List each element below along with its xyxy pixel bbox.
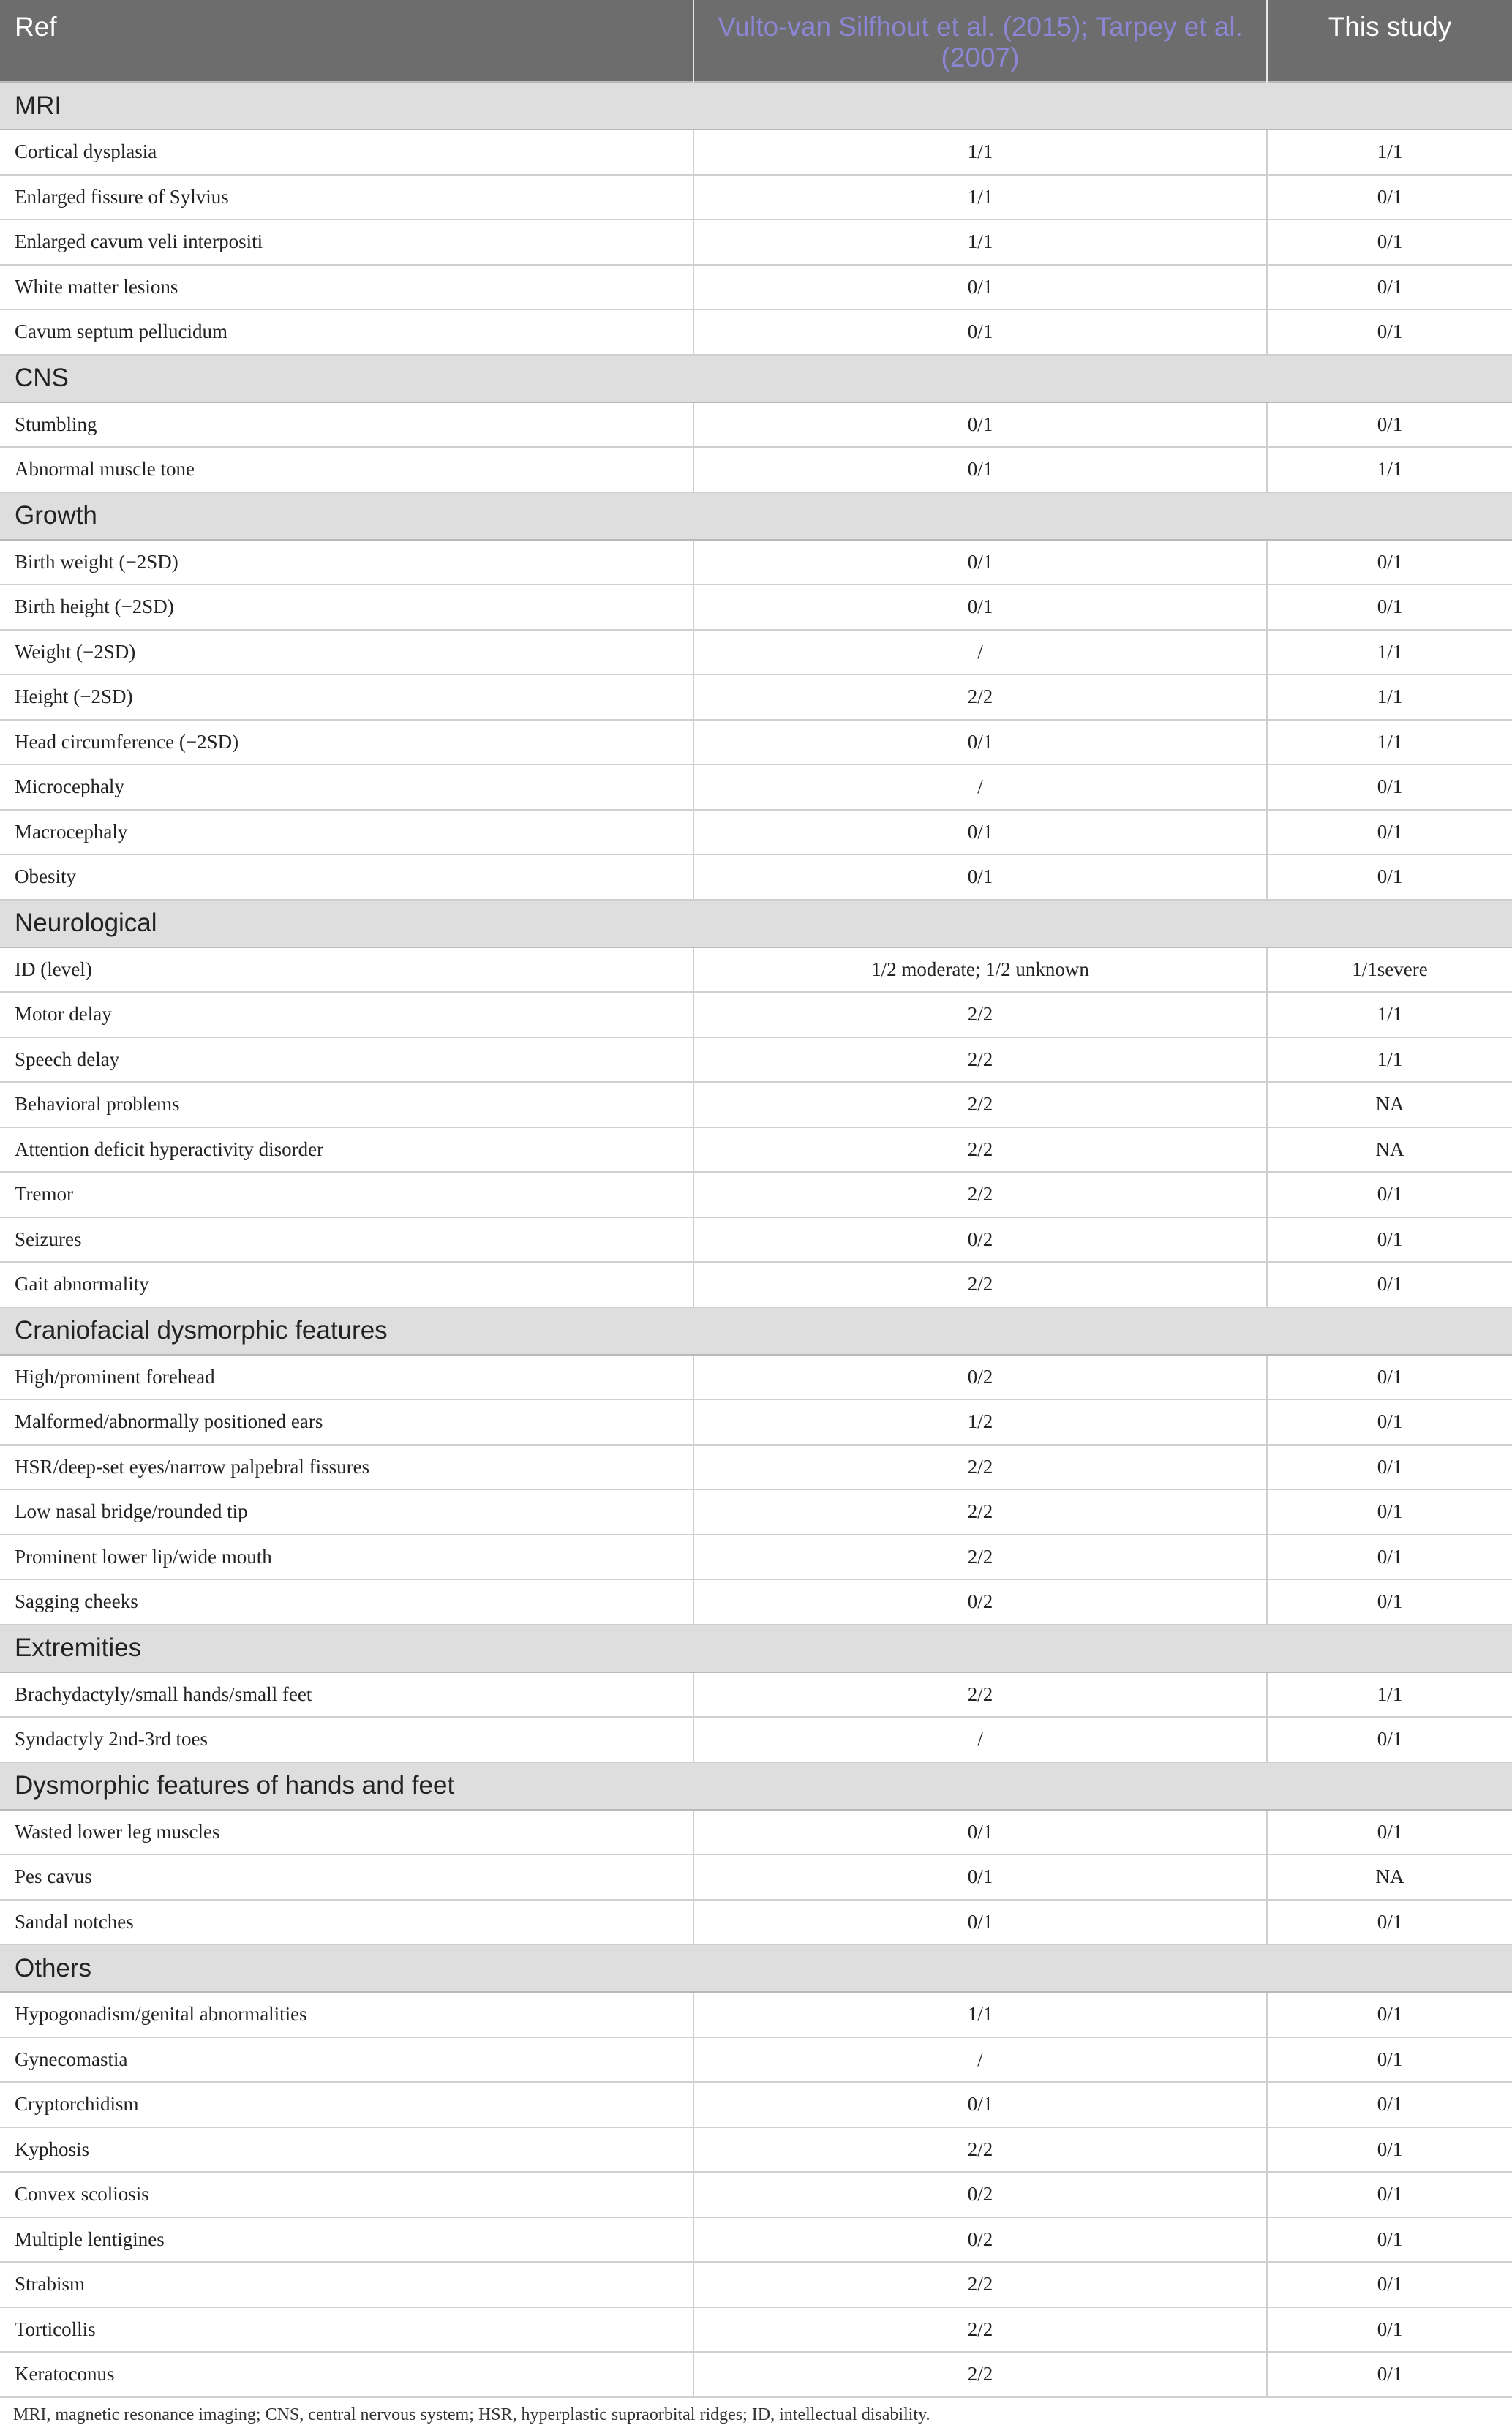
section-title: Extremities [0,1625,1512,1672]
feature-label: Kyphosis [0,2127,693,2173]
table-row [0,1535,1512,1580]
table-body [0,82,1512,2397]
section-title: MRI [0,82,1512,129]
table-row [0,764,1512,810]
section-title: Dysmorphic features of hands and feet [0,1762,1512,1810]
reference-value: 0/1 [693,265,1267,310]
table-row [0,1037,1512,1083]
table-row [0,674,1512,720]
table-row [0,219,1512,265]
this-study-value: 0/1 [1267,764,1512,810]
reference-value: 2/2 [693,1172,1267,1217]
feature-label: Attention deficit hyperactivity disorder [0,1127,693,1173]
reference-value: 0/1 [693,720,1267,765]
feature-label: Enlarged fissure of Sylvius [0,175,693,220]
reference-value: 0/1 [693,309,1267,355]
table-row [0,992,1512,1037]
reference-value: 2/2 [693,2262,1267,2307]
table-row [0,540,1512,585]
table-row [0,2307,1512,2353]
this-study-value: 1/1severe [1267,947,1512,993]
feature-label: Cortical dysplasia [0,129,693,175]
this-study-value: 0/1 [1267,2262,1512,2307]
table-row [0,1579,1512,1625]
table-row [0,1262,1512,1307]
this-study-value: 1/1 [1267,674,1512,720]
feature-label: Gynecomastia [0,2037,693,2083]
table-header [0,0,1512,82]
feature-label: Prominent lower lip/wide mouth [0,1535,693,1580]
section-title: CNS [0,355,1512,402]
this-study-value: 0/1 [1267,584,1512,630]
feature-label: Tremor [0,1172,693,1217]
this-study-value: 1/1 [1267,630,1512,675]
table-row [0,2217,1512,2263]
reference-value: 2/2 [693,992,1267,1037]
section-row-neurological [0,900,1512,947]
reference-value: 0/1 [693,402,1267,448]
this-study-value: 1/1 [1267,447,1512,492]
reference-value: 0/1 [693,584,1267,630]
table-row [0,1445,1512,1490]
feature-label: Seizures [0,1217,693,1263]
feature-label: Enlarged cavum veli interpositi [0,219,693,265]
this-study-value: 0/1 [1267,2352,1512,2397]
feature-label: Head circumference (−2SD) [0,720,693,765]
reference-value: / [693,1717,1267,1762]
table-row [0,1810,1512,1855]
feature-label: Stumbling [0,402,693,448]
table-row [0,129,1512,175]
feature-label: Speech delay [0,1037,693,1083]
feature-label: Cavum septum pellucidum [0,309,693,355]
reference-value: 2/2 [693,2307,1267,2353]
feature-label: Motor delay [0,992,693,1037]
reference-value: 0/1 [693,1900,1267,1945]
feature-label: Hypogonadism/genital abnormalities [0,1992,693,2037]
feature-label: Behavioral problems [0,1082,693,1127]
feature-label: Birth height (−2SD) [0,584,693,630]
reference-value: 0/2 [693,2217,1267,2263]
reference-value: 2/2 [693,674,1267,720]
table-row [0,1489,1512,1535]
reference-value: 2/2 [693,1127,1267,1173]
this-study-value: 0/1 [1267,219,1512,265]
this-study-value: 1/1 [1267,1672,1512,1718]
table-row [0,1900,1512,1945]
feature-label: Cryptorchidism [0,2082,693,2127]
table-row [0,2262,1512,2307]
table-row [0,1355,1512,1400]
reference-value: 2/2 [693,2127,1267,2173]
this-study-value: 0/1 [1267,540,1512,585]
feature-label: Malformed/abnormally positioned ears [0,1399,693,1445]
this-study-value: 0/1 [1267,1399,1512,1445]
this-study-value: 0/1 [1267,1355,1512,1400]
this-study-value: 1/1 [1267,129,1512,175]
reference-value: 2/2 [693,1445,1267,1490]
reference-value: 0/1 [693,447,1267,492]
this-study-value: 0/1 [1267,1535,1512,1580]
reference-value: 2/2 [693,1037,1267,1083]
table-row [0,854,1512,900]
section-title: Others [0,1944,1512,1992]
reference-value: 1/1 [693,1992,1267,2037]
this-study-value: 0/1 [1267,402,1512,448]
feature-label: Multiple lentigines [0,2217,693,2263]
table-row [0,265,1512,310]
table-row [0,1172,1512,1217]
reference-value: 0/1 [693,854,1267,900]
reference-value: 0/2 [693,1355,1267,1400]
this-study-value: 1/1 [1267,992,1512,1037]
this-study-value: 0/1 [1267,1445,1512,1490]
table-row [0,1082,1512,1127]
this-study-value: 0/1 [1267,2082,1512,2127]
reference-value: 2/2 [693,1672,1267,1718]
this-study-value: 0/1 [1267,265,1512,310]
reference-value: / [693,2037,1267,2083]
feature-label: Sandal notches [0,1900,693,1945]
table-row [0,447,1512,492]
feature-label: Height (−2SD) [0,674,693,720]
table-row [0,402,1512,448]
table-row [0,630,1512,675]
this-study-value: 0/1 [1267,1217,1512,1263]
table-row [0,2127,1512,2173]
table-row [0,2352,1512,2397]
reference-value: 2/2 [693,1082,1267,1127]
section-row-growth [0,492,1512,540]
header-ref: Ref [0,0,693,82]
feature-label: Gait abnormality [0,1262,693,1307]
section-row-cns [0,355,1512,402]
table-row [0,2172,1512,2217]
reference-value: 1/1 [693,175,1267,220]
reference-value: 0/1 [693,810,1267,855]
reference-value: 0/1 [693,1810,1267,1855]
feature-label: Weight (−2SD) [0,630,693,675]
table-row [0,720,1512,765]
table-row [0,2037,1512,2083]
section-title: Craniofacial dysmorphic features [0,1307,1512,1355]
feature-label: Brachydactyly/small hands/small feet [0,1672,693,1718]
table-row [0,1717,1512,1762]
feature-label: Wasted lower leg muscles [0,1810,693,1855]
table-row [0,810,1512,855]
table-row [0,1672,1512,1718]
this-study-value: 0/1 [1267,854,1512,900]
reference-value: 2/2 [693,1535,1267,1580]
feature-label: Obesity [0,854,693,900]
this-study-value: 0/1 [1267,1900,1512,1945]
reference-value: 2/2 [693,1262,1267,1307]
section-row-dysmorphic-features-of-hands-and-feet [0,1762,1512,1810]
table-row [0,947,1512,993]
this-study-value: 0/1 [1267,309,1512,355]
feature-label: Keratoconus [0,2352,693,2397]
reference-value: 0/1 [693,1854,1267,1900]
this-study-value: 0/1 [1267,2172,1512,2217]
section-row-others [0,1944,1512,1992]
this-study-value: 0/1 [1267,2217,1512,2263]
this-study-value: 0/1 [1267,1810,1512,1855]
this-study-value: NA [1267,1854,1512,1900]
this-study-value: NA [1267,1082,1512,1127]
feature-label: Strabism [0,2262,693,2307]
reference-value: 1/1 [693,219,1267,265]
table-footnote: MRI, magnetic resonance imaging; CNS, central nervous system; HSR, hyperplastic supraorbital ridges; ID, intellectual disability. [13,2405,930,2424]
this-study-value: 0/1 [1267,810,1512,855]
section-row-craniofacial-dysmorphic-features [0,1307,1512,1355]
feature-label: Syndactyly 2nd-3rd toes [0,1717,693,1762]
this-study-value: 0/1 [1267,1579,1512,1625]
table-row [0,1854,1512,1900]
reference-value: / [693,630,1267,675]
reference-value: 0/1 [693,2082,1267,2127]
table-row [0,175,1512,220]
feature-label: HSR/deep-set eyes/narrow palpebral fissures [0,1445,693,1490]
this-study-value: 0/1 [1267,1172,1512,1217]
header-citation[interactable] [693,0,1267,82]
reference-value: 2/2 [693,2352,1267,2397]
feature-label: Birth weight (−2SD) [0,540,693,585]
reference-value: 0/1 [693,540,1267,585]
table-row [0,1399,1512,1445]
this-study-value: NA [1267,1127,1512,1173]
feature-label: Torticollis [0,2307,693,2353]
reference-value: 0/2 [693,1217,1267,1263]
this-study-value: 0/1 [1267,1489,1512,1535]
feature-label: Low nasal bridge/rounded tip [0,1489,693,1535]
this-study-value: 1/1 [1267,1037,1512,1083]
reference-value: / [693,764,1267,810]
table-row [0,584,1512,630]
this-study-value: 0/1 [1267,1717,1512,1762]
this-study-value: 0/1 [1267,2307,1512,2353]
feature-label: Macrocephaly [0,810,693,855]
feature-label: White matter lesions [0,265,693,310]
table-row [0,1992,1512,2037]
this-study-value: 0/1 [1267,175,1512,220]
reference-value: 1/2 [693,1399,1267,1445]
feature-label: Pes cavus [0,1854,693,1900]
section-title: Growth [0,492,1512,540]
table-row [0,1217,1512,1263]
feature-label: Abnormal muscle tone [0,447,693,492]
this-study-value: 0/1 [1267,2127,1512,2173]
reference-value: 1/1 [693,129,1267,175]
this-study-value: 0/1 [1267,1262,1512,1307]
reference-value: 0/2 [693,1579,1267,1625]
section-title: Neurological [0,900,1512,947]
this-study-value: 0/1 [1267,2037,1512,2083]
feature-label: High/prominent forehead [0,1355,693,1400]
table-row [0,1127,1512,1173]
header-this-study: This study [1267,0,1512,82]
feature-label: Convex scoliosis [0,2172,693,2217]
reference-value: 2/2 [693,1489,1267,1535]
section-row-extremities [0,1625,1512,1672]
table-row [0,309,1512,355]
header-row [0,0,1512,82]
feature-label: ID (level) [0,947,693,993]
feature-label: Microcephaly [0,764,693,810]
table-row [0,2082,1512,2127]
section-row-mri [0,82,1512,129]
feature-label: Sagging cheeks [0,1579,693,1625]
reference-value: 0/2 [693,2172,1267,2217]
this-study-value: 0/1 [1267,1992,1512,2037]
citation-link[interactable]: Vulto-van Silfhout et al. (2015); Tarpey et al. (2007) [718,12,1243,72]
this-study-value: 1/1 [1267,720,1512,765]
reference-value: 1/2 moderate; 1/2 unknown [693,947,1267,993]
